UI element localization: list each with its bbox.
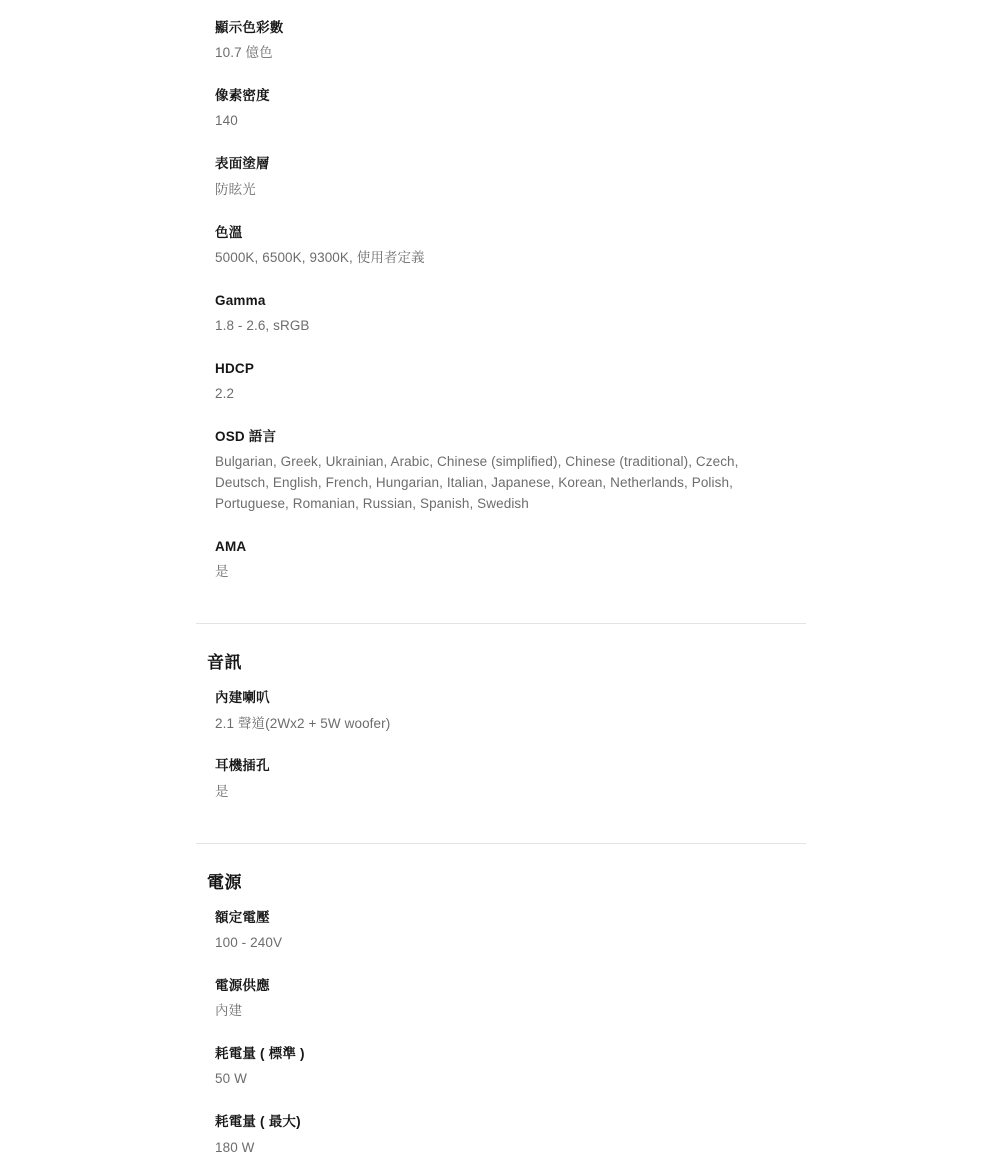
spec-label: AMA <box>215 539 247 555</box>
section-spacer <box>196 803 806 817</box>
section-title: 音訊 <box>207 653 242 673</box>
spec-value: 180 W <box>215 1139 255 1155</box>
spec-row <box>196 154 806 200</box>
spec-row <box>196 223 806 269</box>
section-spacer <box>196 583 806 597</box>
spec-label: 像素密度 <box>215 88 270 104</box>
spec-value: 是 <box>215 783 229 799</box>
spec-group-audio <box>196 652 806 802</box>
spec-value: 是 <box>215 564 229 580</box>
spec-row <box>196 1112 806 1158</box>
spec-row <box>196 86 806 132</box>
spec-label: 耗電量 ( 標準 ) <box>215 1046 305 1062</box>
section-title: 電源 <box>207 872 242 892</box>
spec-row <box>196 359 806 405</box>
spec-row <box>196 688 806 734</box>
spec-label: HDCP <box>215 360 255 376</box>
spec-row <box>196 427 806 515</box>
spec-value: 內建 <box>215 1003 243 1019</box>
spec-label: 耗電量 ( 最大) <box>215 1114 301 1130</box>
spec-row <box>196 908 806 954</box>
spec-value: 2.2 <box>215 386 235 402</box>
spec-label: 額定電壓 <box>215 909 270 925</box>
spec-label: OSD 語言 <box>215 429 277 445</box>
spec-row <box>196 1044 806 1090</box>
spec-label: 顯示色彩數 <box>215 20 284 35</box>
spec-group-power <box>196 872 806 1159</box>
spec-value: 140 <box>215 113 238 129</box>
spec-row <box>196 756 806 802</box>
spec-value: 50 W <box>215 1071 247 1087</box>
spec-value: 5000K, 6500K, 9300K, 使用者定義 <box>215 249 425 265</box>
spec-row <box>196 537 806 583</box>
spec-label: 電源供應 <box>215 977 270 993</box>
spec-table <box>196 0 806 1158</box>
spec-value: 防眩光 <box>215 181 256 197</box>
spec-value: 100 - 240V <box>215 935 283 950</box>
spec-value: 10.7 億色 <box>215 45 273 61</box>
spec-value: 1.8 - 2.6, sRGB <box>215 317 310 333</box>
spec-label: Gamma <box>215 292 266 308</box>
spec-row <box>196 976 806 1022</box>
spec-group-display <box>196 18 806 583</box>
spec-label: 內建喇叭 <box>215 690 270 706</box>
section-divider <box>196 623 806 624</box>
spec-label: 表面塗層 <box>215 156 270 172</box>
section-divider <box>196 843 806 844</box>
spec-row <box>196 18 806 64</box>
spec-value: 2.1 聲道(2Wx2 + 5W woofer) <box>215 715 391 731</box>
spec-label: 耳機插孔 <box>215 758 270 774</box>
spec-value: Bulgarian, Greek, Ukrainian, Arabic, Chinese (simplified), Chinese (traditional), Czech, Deutsch, English, French, Hungarian, Italian, Japanese, Korean, Netherlands, Polish, Portuguese, Romanian, Russian, Spanish, Swedish <box>215 454 739 512</box>
top-spacer <box>196 0 806 18</box>
spec-label: 色溫 <box>215 224 243 240</box>
spec-row <box>196 291 806 337</box>
